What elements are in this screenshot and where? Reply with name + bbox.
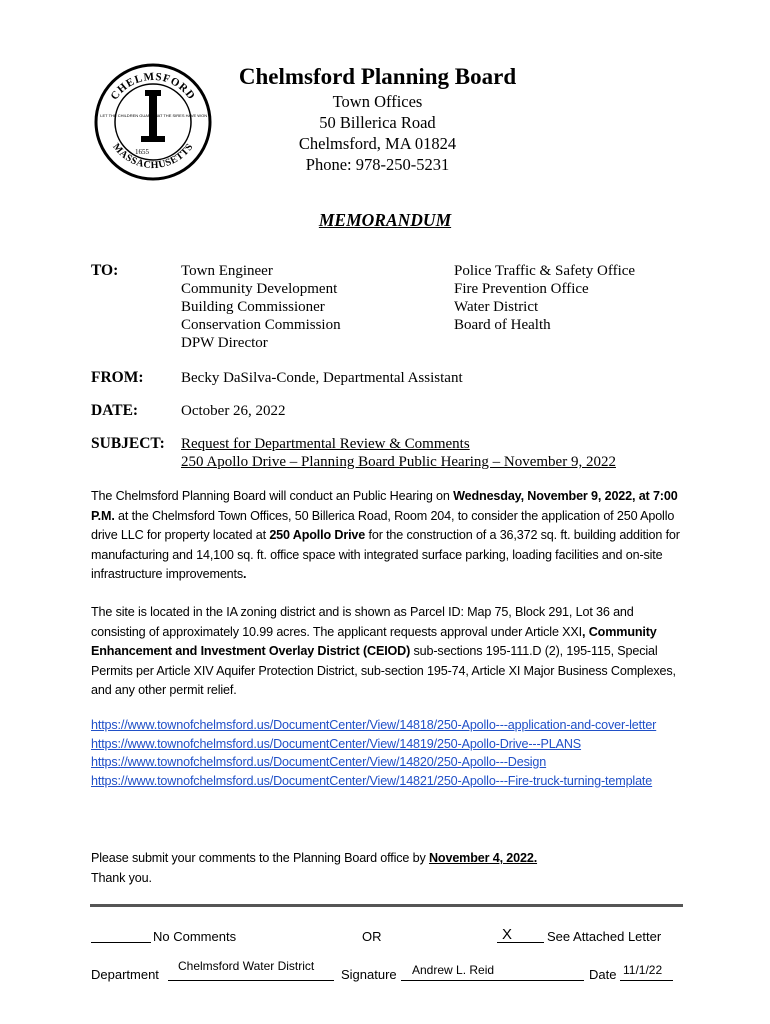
see-letter-label: See Attached Letter [547, 929, 662, 944]
divider [90, 904, 683, 907]
selected-mark: X [502, 926, 513, 943]
document-links [91, 716, 691, 790]
recipient: Police Traffic & Safety Office [454, 263, 636, 279]
header-street: 50 Billerica Road [319, 113, 436, 132]
signature-line[interactable] [401, 980, 584, 981]
date-field-label: Date [589, 967, 617, 982]
seal-bottom-text: MASSACHUSETTS [110, 141, 196, 172]
date-field-value: 11/1/22 [623, 963, 663, 977]
comment-deadline: November 4, 2022. [428, 851, 538, 865]
subject-label: SUBJECT: [91, 435, 165, 452]
seal-motto-left: LET THE CHILDREN GUARD [100, 113, 154, 118]
header-city: Chelmsford, MA 01824 [298, 134, 457, 153]
date-value: October 26, 2022 [181, 403, 286, 419]
date-field-line[interactable] [620, 980, 673, 981]
signature-value: Andrew L. Reid [412, 963, 495, 977]
subject-line-2: 250 Apollo Drive – Planning Board Public Hearing – November 9, 2022 [181, 454, 616, 470]
to-label: TO: [91, 262, 119, 279]
recipient: Water District [454, 299, 539, 315]
to-recipients-right [454, 262, 635, 334]
header-phone: Phone: 978-250-5231 [305, 155, 450, 174]
department-label: Department [91, 967, 159, 982]
recipient: Building Commissioner [181, 299, 325, 315]
seal-year: 1655 [135, 148, 149, 156]
seal-top-text: CHELMSFORD [108, 70, 198, 103]
memo-title: MEMORANDUM [318, 210, 452, 230]
hearing-datetime: Wednesday, November 9, 2022, at 7:00 P.M. [91, 489, 678, 523]
recipient: Board of Health [454, 317, 551, 333]
link-plans[interactable]: https://www.townofchelmsford.us/DocumentCenter/View/14819/250-Apollo-Drive---PLANS [91, 736, 582, 751]
link-design[interactable]: https://www.townofchelmsford.us/DocumentCenter/View/14820/250-Apollo---Design [91, 755, 547, 769]
recipient: Fire Prevention Office [454, 281, 589, 297]
date-label: DATE: [91, 402, 139, 419]
from-label: FROM: [91, 369, 144, 386]
or-label: OR [362, 929, 382, 944]
closing-text: Please submit your comments to the Planning Board office by November 4, 2022. Thank you. [91, 849, 691, 888]
header-office: Town Offices [332, 92, 423, 111]
seal-motto-right: WHAT THE SIRES HAVE WON [150, 113, 208, 118]
link-fire-truck[interactable]: https://www.townofchelmsford.us/DocumentCenter/View/14821/250-Apollo---Fire-truck-turning-template [91, 773, 653, 788]
link-application[interactable]: https://www.townofchelmsford.us/DocumentCenter/View/14818/250-Apollo---application-and-cover-letter [91, 718, 657, 732]
to-recipients-left [181, 262, 341, 352]
recipient: Town Engineer [181, 263, 273, 279]
department-line[interactable] [168, 980, 334, 981]
recipient: Conservation Commission [181, 317, 341, 333]
recipient: DPW Director [181, 335, 268, 351]
property-address: 250 Apollo Drive [269, 528, 366, 542]
site-paragraph: The site is located in the IA zoning district and is shown as Parcel ID: Map 75, Block 291, Lot 36 and consisting of approximately 10.99 acres. The applicant requests approval under Article XXI, Community Enhancement and Investment Overlay District (CEIOD) sub-sections 195-111.D (2), 195-115, Special Permits per Article XIV Aquifer Protection District, sub-section 195-74, Article XI Major Business Complexes, and any other permit relief. [91, 605, 676, 697]
no-comments-label: No Comments [153, 929, 237, 944]
overlay-district: Community Enhancement and Investment Overlay District (CEIOD) [91, 624, 657, 658]
signature-label: Signature [341, 967, 397, 982]
town-seal [93, 62, 213, 182]
department-value: Chelmsford Water District [178, 959, 315, 973]
hearing-paragraph: The Chelmsford Planning Board will conduct an Public Hearing on Wednesday, November 9, 2022, at 7:00 P.M. at the Chelmsford Town Offices, 50 Billerica Road, Room 204, to consider the application of 250 Apollo drive LLC for property located at 250 Apollo Drive for the construction of a 36,372 sq. ft. building addition for manufacturing and 14,100 sq. ft. office space with integrated surface parking, loading facilities and on-site infrastructure improvements. [91, 489, 680, 581]
no-comments-blank[interactable] [91, 942, 151, 943]
from-value: Becky DaSilva-Conde, Departmental Assistant [181, 370, 463, 386]
recipient: Community Development [181, 281, 338, 297]
thank-you: Thank you. [91, 870, 152, 885]
subject-line-1: Request for Departmental Review & Comments [181, 436, 470, 452]
board-title: Chelmsford Planning Board [238, 64, 517, 89]
